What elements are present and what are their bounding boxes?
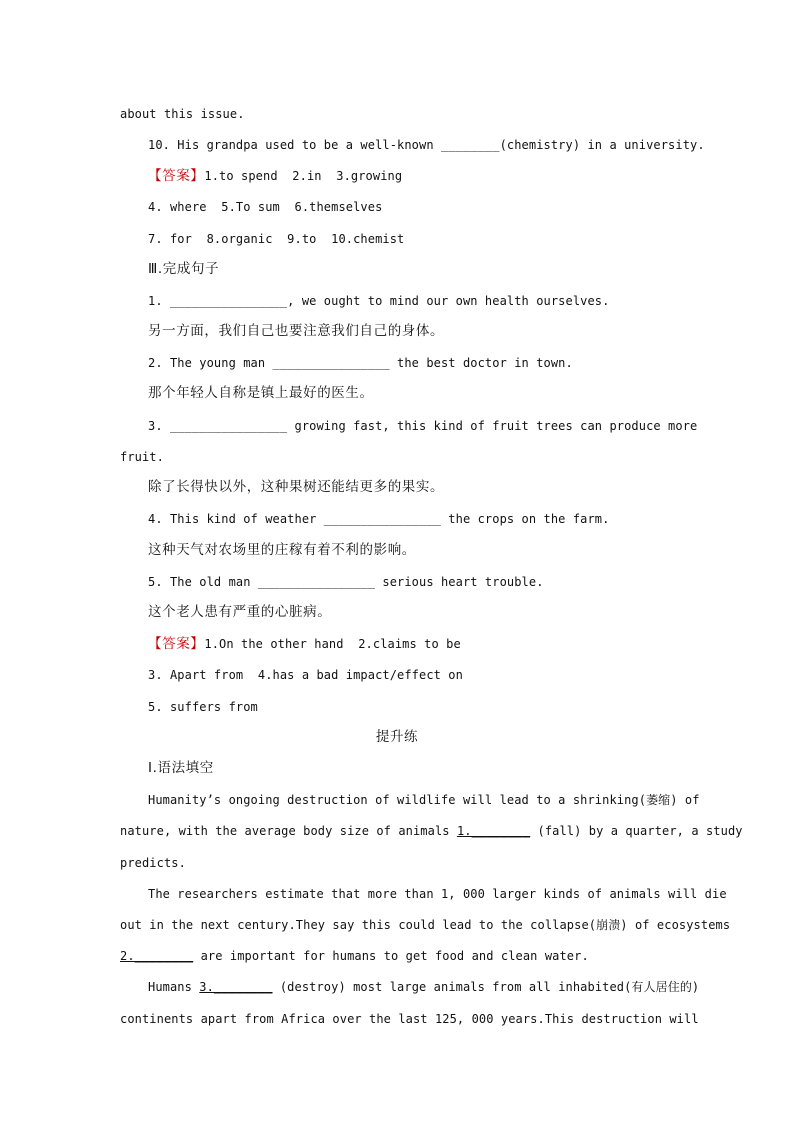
sentence-4: 4. This kind of weather ________________ the crops on the farm. [148,512,610,526]
passage-line [120,948,589,964]
passage-line: Humanity’s ongoing destruction of wildlife will lead to a shrinking(萎缩) of [148,793,700,807]
answer-line-3: 7. for 8.organic 9.to 10.chemist [148,232,405,246]
answer-line-2: 4. where 5.To sum 6.themselves [148,200,383,214]
blank-1: 1.________ [456,824,531,838]
sentence-1-translation: 另一方面，我们自己也要注意我们自己的身体。 [148,323,445,339]
passage-text: (destroy) most large animals from all inhabited(有人居住的) [272,980,700,994]
blank-3: 3.________ [199,980,273,994]
sentence-2: 2. The young man ________________ the best doctor in town. [148,356,573,370]
answer-line-1 [148,168,402,184]
section-heading-3: Ⅲ.完成句子 [148,261,220,277]
sentence-5: 5. The old man ________________ serious heart trouble. [148,575,544,589]
section-heading-1: Ⅰ.语法填空 [148,760,214,776]
passage-line [120,823,743,839]
passage-text: nature, with the average body size of animals [120,824,457,838]
question-10: 10. His grandpa used to be a well-known ________(chemistry) in a university. [148,138,705,152]
sentence-1: 1. ________________, we ought to mind our own health ourselves. [148,294,610,308]
sentence-3-cont: fruit. [120,450,164,464]
answer-label: 【答案】 [148,636,205,652]
passage-text: Humans [148,980,200,994]
answer-text: 1.On the other hand 2.claims to be [204,637,461,651]
passage-line: The researchers estimate that more than 1, 000 larger kinds of animals will die [148,887,727,901]
passage-text: are important for humans to get food and clean water. [193,949,589,963]
passage-line: out in the next century.They say this could lead to the collapse(崩溃) of ecosystems [120,918,731,932]
answer-label: 【答案】 [148,168,205,184]
text-line: about this issue. [120,107,245,121]
sentence-3: 3. ________________ growing fast, this kind of fruit trees can produce more [148,419,698,433]
sentence-2-translation: 那个年轻人自称是镇上最好的医生。 [148,385,374,401]
answer2-line-1 [148,636,461,652]
sentence-4-translation: 这种天气对农场里的庄稼有着不利的影响。 [148,542,416,558]
answer-text: 1.to spend 2.in 3.growing [204,169,403,183]
sentence-5-translation: 这个老人患有严重的心脏病。 [148,604,332,620]
passage-text: (fall) by a quarter, a study [530,824,743,838]
passage-line: predicts. [120,856,186,870]
sentence-3-translation: 除了长得快以外，这种果树还能结更多的果实。 [148,479,445,495]
passage-line: continents apart from Africa over the last 125, 000 years.This destruction will [120,1012,699,1026]
answer2-line-2: 3. Apart from 4.has a bad impact/effect on [148,668,463,682]
answer2-line-3: 5. suffers from [148,700,258,714]
section-title: 提升练 [375,729,419,745]
passage-line [148,979,699,995]
blank-2: 2.________ [120,949,194,963]
